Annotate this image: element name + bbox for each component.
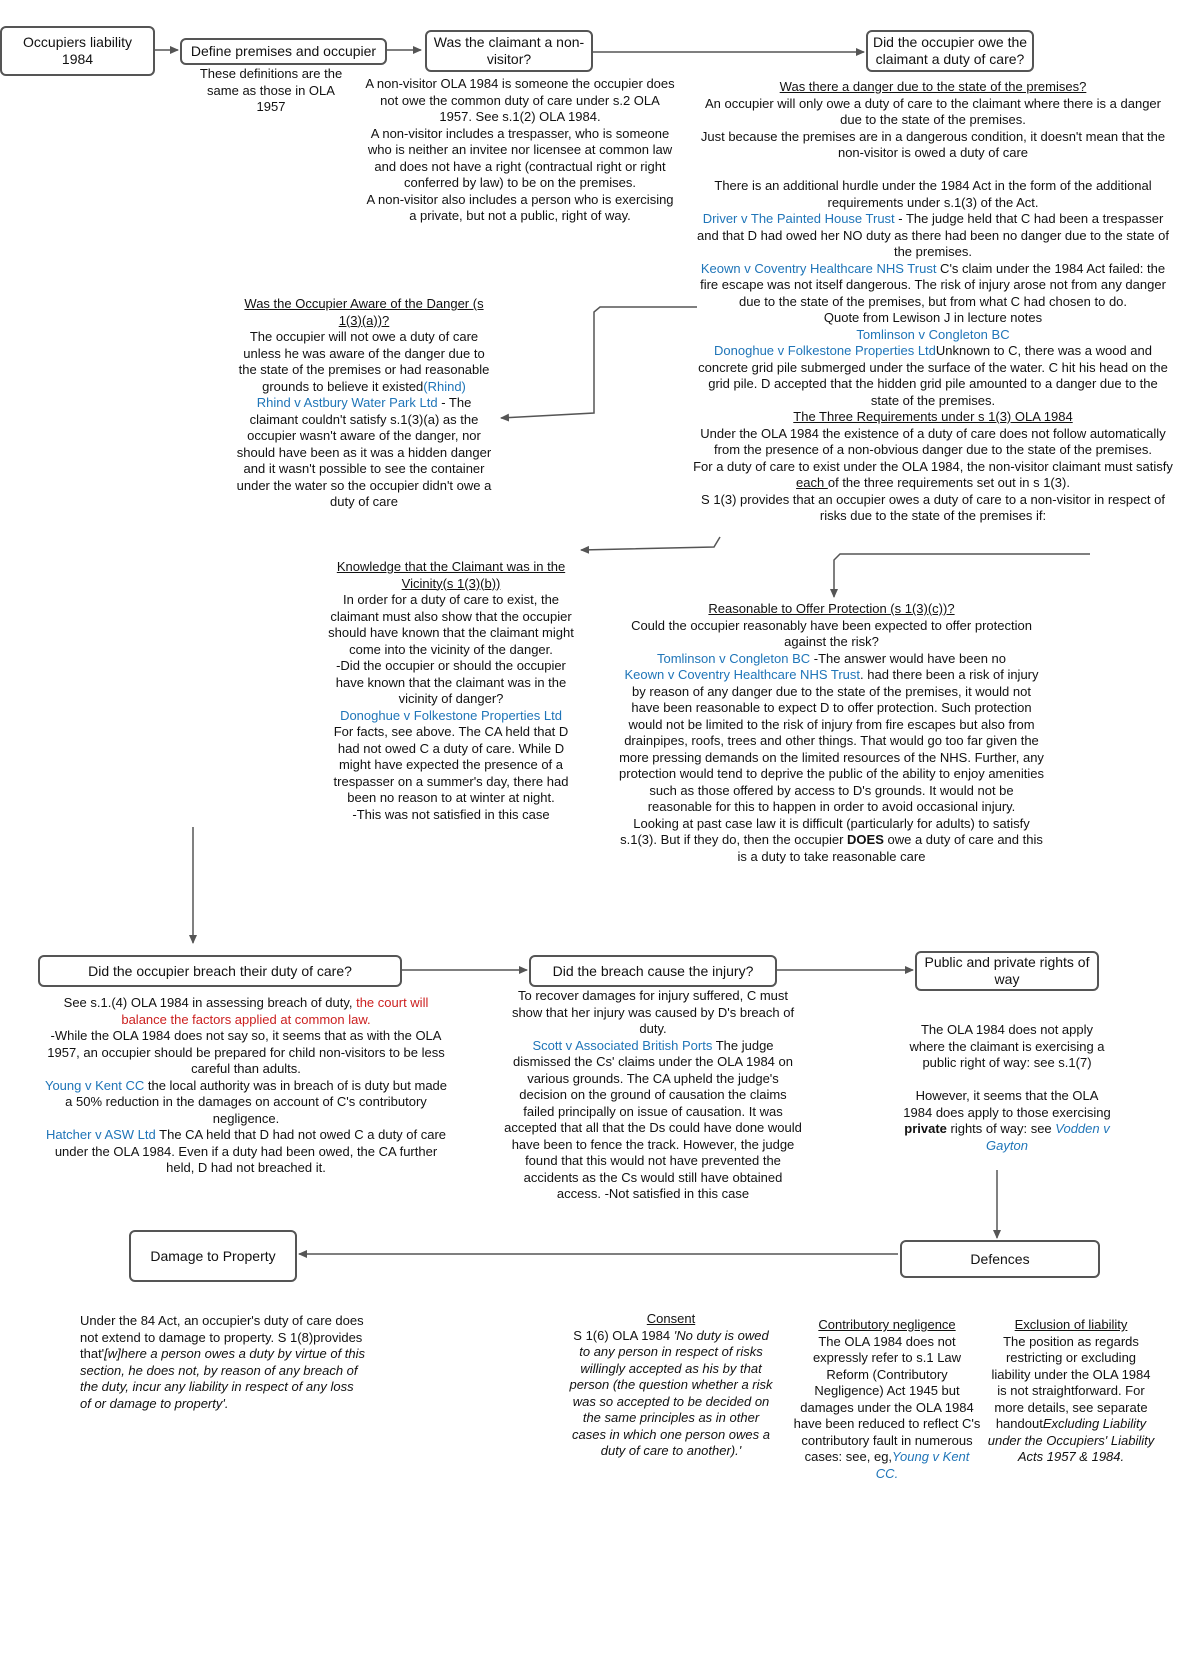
case-link-donoghue-2[interactable]: Donoghue v Folkestone Properties Ltd [340,707,562,723]
breach-note [42,995,450,1177]
case-link-tomlinson[interactable]: Tomlinson v Congleton BC [856,326,1010,342]
danger-case-donoghue: Donoghue v Folkestone Properties LtdUnknown to C, there was a wood and concrete grid pile submerged under the surface of the water. C hit his head on the grid pile. D accepted that the hidden grid pile amounted to a danger due to the state of the premises. [698,343,1168,408]
case-link-donoghue[interactable]: Donoghue v Folkestone Properties Ltd [714,343,936,358]
nv-p1: A non-visitor OLA 1984 is someone the occupier does not owe the common duty of care under s.2 OLA 1957. See s.1(2) OLA 1984. [365,76,675,124]
box-define-premises: Define premises and occupier [180,38,387,65]
rights-p2: However, it seems that the OLA 1984 does apply to those exercising private rights of way: see Vodden v Gayton [903,1088,1111,1153]
aware-case: Rhind v Astbury Water Park Ltd - The claimant couldn't satisfy s.1(3)(a) as the occupier wasn't aware of the danger, nor should have been as it was a hidden danger and it wasn't possible to see the container under the water so the occupier didn't owe a duty of care [236,395,492,509]
spacer [693,162,1173,179]
contributory-heading: Contributory negligence [818,1317,956,1332]
consent-heading: Consent [646,1311,696,1326]
exclusion-heading: Exclusion of liability [1014,1317,1128,1332]
box-causation: Did the breach cause the injury? [529,955,777,987]
box-breach: Did the occupier breach their duty of care? [38,955,402,987]
contributory-p1: The OLA 1984 does not expressly refer to s.1 Law Reform (Contributory Negligence) Act 1945 but damages under the OLA 1984 have been reduced to reflect C's contributory fault in numerous cases: see, eg,Young v Kent CC. [793,1333,981,1481]
danger-p1: An occupier will only owe a duty of care to the claimant where there is a danger due to the state of the premises. [705,95,1161,127]
protection-section [619,601,1044,865]
case-link-scott[interactable]: Scott v Associated British Ports [532,1037,713,1053]
vicinity-p2: -Did the occupier or should the occupier have known that the claimant was in the vicinity of danger? [335,658,567,706]
arrow-req-to-protection [834,554,1090,597]
spacer [902,1072,1112,1089]
box-damage-to-property: Damage to Property [129,1230,297,1282]
case-link-driver[interactable]: Driver v The Painted House Trust [702,211,895,226]
danger-case-keown: Keown v Coventry Healthcare NHS Trust C's claim under the 1984 Act failed: the fire escape was not itself dangerous. The risk of injury arose not from any danger due to the state of the premises, but from what C had chosen to do. [700,260,1166,309]
consent-section [567,1311,775,1460]
arrow-danger-to-aware [501,307,697,418]
box-occupiers-liability-1984: Occupiers liability 1984 [0,26,155,76]
case-link-keown-2[interactable]: Keown v Coventry Healthcare NHS Trust [624,667,861,682]
case-link-young-2[interactable]: Young v Kent CC. [875,1449,970,1481]
req-p1: Under the OLA 1984 the existence of a duty of care does not follow automatically from the presence of a non-obvious danger due to the state of the premises. [700,425,1166,457]
aware-p1: The occupier will not owe a duty of care unless he was aware of the danger due to the state of the premises or had reasonable grounds to believe it existed(Rhind) [238,329,490,394]
case-link-rhind[interactable]: Rhind v Astbury Water Park Ltd [256,395,438,410]
box-duty-of-care: Did the occupier owe the claimant a duty of care? [866,30,1034,72]
cause-case-scott: Scott v Associated British Ports The judge dismissed the Cs' claims under the OLA 1984 on various grounds. The CA upheld the judge's decision on the ground of causation the claims failed principally on issue of causation. It was accepted that all that the Ds could have done would have been to fence the track. However, the judge found that this would not have prevented the accidents as the Cs would still have obtained access. -Not satisfied in this case [504,1037,802,1201]
vicinity-heading: Knowledge that the Claimant was in the Vicinity(s 1(3)(b)) [336,559,566,591]
req-p2: For a duty of care to exist under the OLA 1984, the non-visitor claimant must satisfy each of the three requirements set out in s 1(3). [693,458,1173,490]
vicinity-p4: -This was not satisfied in this case [352,806,550,822]
protection-case-keown: Keown v Coventry Healthcare NHS Trust. had there been a risk of injury by reason of any danger due to the state of the premises, it would not have been reasonable to expect D to offer protection. Such protection would not be limited to the risk of injury from fire escapes but also from drainpipes, roofs, trees and other things. That would go too far given the more pressing demands on the limited resources of the NHS. Further, any protection would tend to deprive the public of the ability to enjoy amenities such as those offered by access to D's grounds. It would not be reasonable for this to happen in order to avoid occasional injury. [619,667,1044,814]
case-link-vodden[interactable]: Vodden v Gayton [986,1121,1110,1153]
cause-note [503,988,803,1203]
danger-p2: Just because the premises are in a dangerous condition, it doesn't mean that the non-visitor is owed a duty of care [700,128,1166,160]
breach-case-young: Young v Kent CC the local authority was in breach of is duty but made a 50% reduction in the damages on account of C's contributory negligence. [44,1077,448,1126]
aware-section [233,296,495,511]
breach-p2: -While the OLA 1984 does not say so, it seems that as with the OLA 1957, an occupier should be prepared for child non-visitors to be less careful than adults. [47,1028,445,1076]
rights-p1: The OLA 1984 does not apply where the claimant is exercising a public right of way: see s.1(7) [909,1022,1105,1070]
consent-p1: S 1(6) OLA 1984 'No duty is owed to any person in respect of risks willingly accepted as his by that person (the question whether a risk was so accepted to be decided on the same principles as in other cases in which one person owes a duty of care to another).' [569,1327,773,1458]
damage-p1: Under the 84 Act, an occupier's duty of care does not extend to damage to property. S 1(8)provides that'[w]here a person owes a duty by virtue of this section, he does not, by reason of any breach of the duty, incur any liability in respect of any loss of or damage to property'. [80,1313,366,1411]
requirements-heading: The Three Requirements under s 1(3) OLA 1984 [793,409,1073,424]
box-defences: Defences [900,1240,1100,1278]
exclusion-section [986,1317,1156,1466]
exclusion-p1: The position as regards restricting or excluding liability under the OLA 1984 is not straightforward. For more details, see separate handoutExcluding Liability under the Occupiers' Liability Acts 1957 & 1984. [987,1333,1155,1464]
case-link-rhind-short[interactable]: (Rhind) [423,378,466,394]
breach-p1: See s.1.(4) OLA 1984 in assessing breach of duty, the court will balance the factors applied at common law. [63,995,429,1027]
protection-p1: Could the occupier reasonably have been expected to offer protection against the risk? [631,617,1032,649]
danger-heading: Was there a danger due to the state of the premises? [779,79,1087,94]
rights-note [902,1022,1112,1154]
danger-quote: Quote from Lewison J in lecture notes [823,310,1043,325]
damage-note [80,1313,368,1412]
danger-case-driver: Driver v The Painted House Trust - The judge held that C had been a trespasser and that D had owed her NO duty as there had been no danger due to the state of the premises. [697,211,1169,259]
vicinity-section [322,559,580,823]
nv-p3: A non-visitor also includes a person who is exercising a private, but not a public, right of way. [366,191,674,223]
arrow-req-to-vicinity [581,537,720,550]
case-link-tomlinson-2[interactable]: Tomlinson v Congleton BC [656,650,811,666]
box-non-visitor: Was the claimant a non-visitor? [425,30,593,72]
vicinity-p3: For facts, see above. The CA held that D had not owed C a duty of care. While D might have expected the presence of a trespasser on a summer's day, there had been no reason to at winter at night. [333,724,569,805]
breach-case-hatcher: Hatcher v ASW Ltd The CA held that D had not owed C a duty of care under the OLA 1984. Even if a duty had been owed, the CA further held, D had not breached it. [45,1127,447,1175]
protection-heading: Reasonable to Offer Protection (s 1(3)(c))? [708,601,955,616]
danger-p3: There is an additional hurdle under the 1984 Act in the form of the additional requirements under s.1(3) of the Act. [714,178,1152,210]
vicinity-p1: In order for a duty of care to exist, the claimant must also show that the occupier should have known that the claimant might come into the vicinity of the danger. [328,592,574,657]
case-link-hatcher[interactable]: Hatcher v ASW Ltd [45,1127,156,1142]
box-rights-of-way: Public and private rights of way [915,951,1099,991]
req-p3: S 1(3) provides that an occupier owes a duty of care to a non-visitor in respect of risks due to the state of the premises if: [701,491,1165,523]
non-visitor-note [365,76,675,225]
protection-p2: Looking at past case law it is difficult (particularly for adults) to satisfy s.1(3). But if they do, then the occupier DOES owe a duty of care and this is a duty to take reasonable care [620,815,1043,864]
danger-section [693,79,1173,525]
aware-heading: Was the Occupier Aware of the Danger (s 1(3)(a))? [244,296,484,328]
protection-case-tomlinson: Tomlinson v Congleton BC -The answer would have been no [656,650,1007,666]
cause-p1: To recover damages for injury suffered, C must show that her injury was caused by D's breach of duty. [511,988,795,1036]
define-note: These definitions are the same as those in OLA 1957 [199,66,343,114]
contributory-section [792,1317,982,1482]
case-link-young[interactable]: Young v Kent CC [44,1077,145,1093]
case-link-keown[interactable]: Keown v Coventry Healthcare NHS Trust [700,260,937,276]
nv-p2: A non-visitor includes a trespasser, who is someone who is neither an invitee nor licensee at common law and does not have a right (contractual right or right conferred by law) to be on the premises. [367,125,673,190]
